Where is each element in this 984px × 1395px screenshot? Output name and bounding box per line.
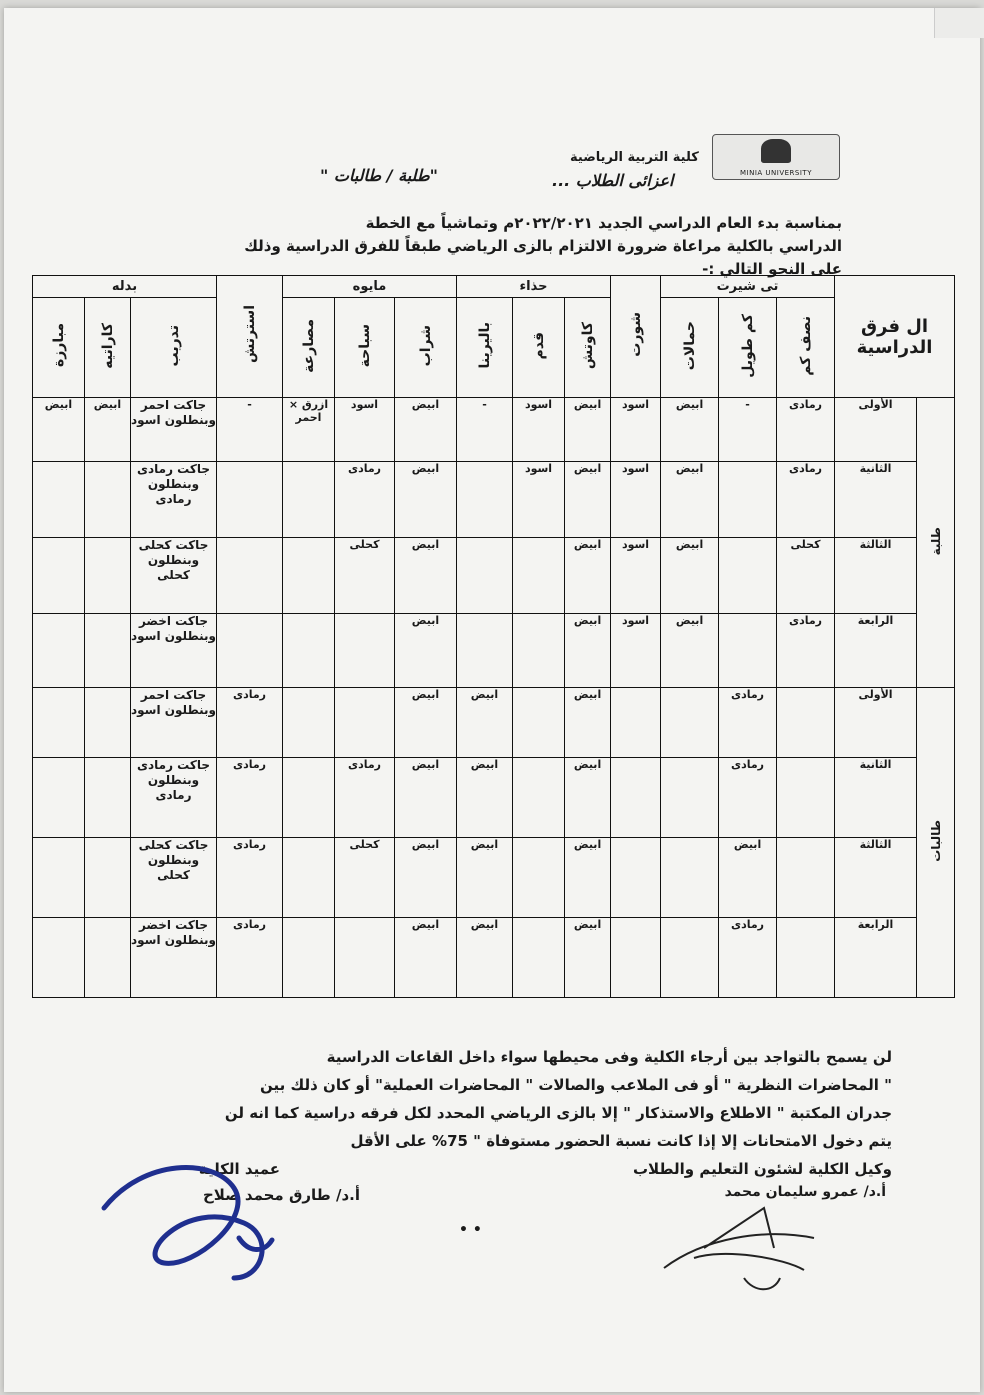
cell-socks: ابيض	[395, 758, 457, 838]
group-label: طالبات	[917, 688, 955, 998]
vice-dean-title: وكيل الكلية لشئون التعليم والطلاب	[632, 1160, 892, 1178]
dean-name: أ.د/ طارق محمد صلاح	[202, 1186, 360, 1204]
cell-shorts: اسود	[611, 538, 661, 614]
cell-socks: ابيض	[395, 614, 457, 688]
cell-socks: ابيض	[395, 918, 457, 998]
cell-ballet: ابيض	[457, 758, 513, 838]
intro-line-2: الدراسي بالكلية مراعاة ضرورة الالتزام بالزى الرياضي طبقاً للفرق الدراسية وذلك	[244, 237, 842, 255]
cell-swim: اسود	[335, 398, 395, 462]
year-label: الأولى	[835, 398, 917, 462]
cell-long-sleeve: ابيض	[719, 838, 777, 918]
col-swim: سباحة	[335, 298, 395, 398]
year-label: الأولى	[835, 688, 917, 758]
logo-caption: MINIA UNIVERSITY	[740, 169, 812, 177]
cell-ballet: ابيض	[457, 688, 513, 758]
cell-football: اسود	[513, 398, 565, 462]
footer-line-1: لن يسمح بالتواجد بين أرجاء الكلية وفى محيطها سواء داخل القاعات الدراسية	[326, 1048, 892, 1066]
cell-swim: كحلى	[335, 838, 395, 918]
col-football: قدم	[513, 298, 565, 398]
year-label: الرابعة	[835, 614, 917, 688]
cell-wrestling: ازرق × احمر	[283, 398, 335, 462]
cell-fencing: ابيض	[33, 398, 85, 462]
cell-training: جاكت احمر وبنطلون اسود	[131, 398, 217, 462]
cell-tracksuit: رمادى	[217, 838, 283, 918]
col-half-sleeve: نصف كم	[777, 298, 835, 398]
cell-shorts: اسود	[611, 614, 661, 688]
cell-ballet: -	[457, 398, 513, 462]
cell-tracksuit: رمادى	[217, 758, 283, 838]
cell-shorts: اسود	[611, 462, 661, 538]
cell-long-sleeve: -	[719, 398, 777, 462]
cell-tank: ابيض	[661, 462, 719, 538]
cell-swim: رمادى	[335, 758, 395, 838]
cell-training: جاكت اخضر وبنطلون اسود	[131, 614, 217, 688]
cell-football: اسود	[513, 462, 565, 538]
cell-half-sleeve: رمادى	[777, 614, 835, 688]
cell-sneakers: ابيض	[565, 838, 611, 918]
cell-sneakers: ابيض	[565, 398, 611, 462]
cell-tracksuit: -	[217, 398, 283, 462]
cell-tracksuit: رمادى	[217, 918, 283, 998]
vice-dean-signature	[664, 1208, 814, 1289]
cell-sneakers: ابيض	[565, 688, 611, 758]
cell-sneakers: ابيض	[565, 918, 611, 998]
year-label: الرابعة	[835, 918, 917, 998]
cell-sneakers: ابيض	[565, 758, 611, 838]
swimsuit-header: مايوه	[283, 276, 457, 298]
cell-training: جاكت احمر وبنطلون اسود	[131, 688, 217, 758]
cell-socks: ابيض	[395, 838, 457, 918]
document-page	[4, 8, 980, 1392]
intro-line-1: بمناسبة بدء العام الدراسي الجديد ٢٠٢٢/٢٠٢١م وتماشياً مع الخطة	[365, 214, 842, 232]
cell-training: جاكت كحلى وبنطلون كحلى	[131, 538, 217, 614]
year-label: الثانية	[835, 758, 917, 838]
cell-training: جاكت رمادى وبنطلون رمادى	[131, 462, 217, 538]
cell-swim: كحلى	[335, 538, 395, 614]
suit-header: بدله	[33, 276, 217, 298]
col-ballet: باليرينا	[457, 298, 513, 398]
cell-half-sleeve: كحلى	[777, 538, 835, 614]
col-karate: كاراتيه	[85, 298, 131, 398]
cell-socks: ابيض	[395, 538, 457, 614]
cell-swim: رمادى	[335, 462, 395, 538]
shoes-header: حذاء	[457, 276, 611, 298]
col-tracksuit: استرتش	[217, 276, 283, 398]
cell-socks: ابيض	[395, 398, 457, 462]
cell-training: جاكت رمادى وبنطلون رمادى	[131, 758, 217, 838]
footer-line-2: " المحاضرات النظرية " أو فى الملاعب والصالات " المحاضرات العملية" أو كان ذلك بين	[260, 1076, 892, 1094]
col-socks: شراب	[395, 298, 457, 398]
cell-sneakers: ابيض	[565, 614, 611, 688]
cell-sneakers: ابيض	[565, 462, 611, 538]
greeting: اعزائى الطلاب ...	[552, 171, 674, 190]
cell-tank: ابيض	[661, 538, 719, 614]
cell-training: جاكت اخضر وبنطلون اسود	[131, 918, 217, 998]
cell-socks: ابيض	[395, 688, 457, 758]
corner-label: ال فرق الدراسية	[856, 315, 933, 358]
cell-tank: ابيض	[661, 398, 719, 462]
intro-line-3: على النحو التالي :-	[702, 260, 842, 278]
signatures	[4, 8, 980, 1392]
cell-long-sleeve: رمادى	[719, 758, 777, 838]
col-training: تدريب	[131, 298, 217, 398]
cell-tank: ابيض	[661, 614, 719, 688]
cell-socks: ابيض	[395, 462, 457, 538]
col-shorts: شورت	[611, 276, 661, 398]
vice-dean-name: أ.د/ عمرو سليمان محمد	[724, 1184, 886, 1200]
footer-line-4: يتم دخول الامتحانات إلا إذا كانت نسبة الحضور مستوفاة " 75% على الأقل	[350, 1132, 892, 1150]
tshirt-header: تى شيرت	[661, 276, 835, 298]
col-long-sleeve: كم طويل	[719, 298, 777, 398]
dots-mark: • •	[459, 1222, 482, 1238]
cell-tracksuit: رمادى	[217, 688, 283, 758]
year-label: الثالثة	[835, 538, 917, 614]
year-label: الثالثة	[835, 838, 917, 918]
year-label: الثانية	[835, 462, 917, 538]
col-sneakers: كاوتش	[565, 298, 611, 398]
col-tank: حمالات	[661, 298, 719, 398]
cell-training: جاكت كحلى وبنطلون كحلى	[131, 838, 217, 918]
cell-shorts: اسود	[611, 398, 661, 462]
cell-half-sleeve: رمادى	[777, 398, 835, 462]
cell-karate: ابيض	[85, 398, 131, 462]
cell-ballet: ابيض	[457, 838, 513, 918]
dean-title: عميد الكلية	[198, 1160, 280, 1178]
cell-ballet: ابيض	[457, 918, 513, 998]
audience-line: "طلبة / طالبات "	[320, 166, 438, 185]
faculty-name: كلية التربية الرياضية	[570, 150, 699, 165]
footer-line-3: جدران المكتبة " الاطلاع والاستذكار " إلا بالزى الرياضي المحدد لكل فرقه دراسية كما انه لن	[224, 1104, 892, 1122]
col-wrestling: مصارعة	[283, 298, 335, 398]
cell-half-sleeve: رمادى	[777, 462, 835, 538]
col-fencing: مبارزة	[33, 298, 85, 398]
dean-signature	[104, 1168, 272, 1278]
cell-long-sleeve: رمادى	[719, 918, 777, 998]
group-label: طلبة	[917, 398, 955, 688]
cell-long-sleeve: رمادى	[719, 688, 777, 758]
cell-sneakers: ابيض	[565, 538, 611, 614]
